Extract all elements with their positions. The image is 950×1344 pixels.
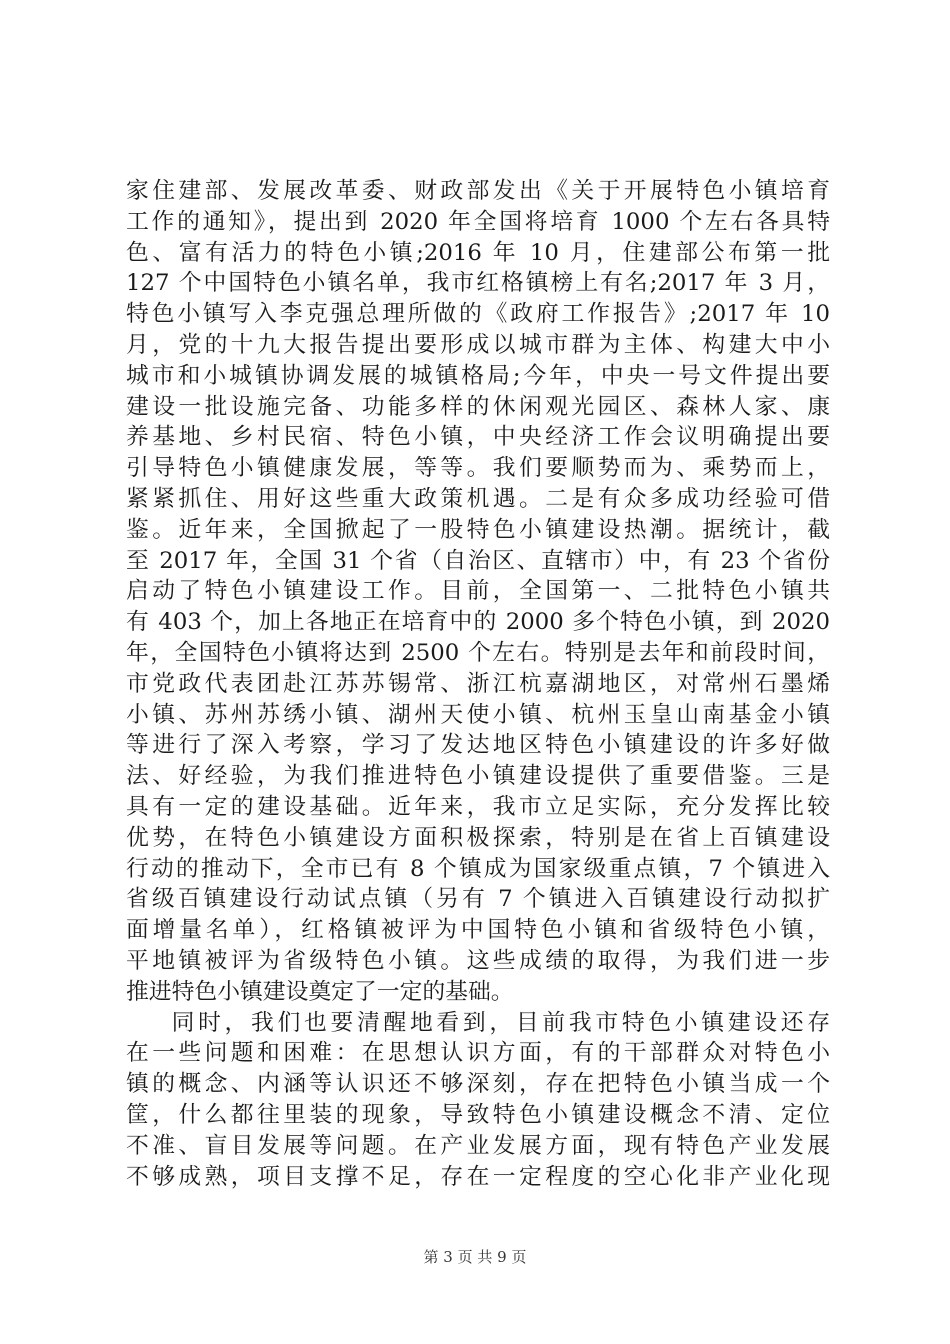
- text-line: 色、富有活力的特色小镇;2016 年 10 月，住建部公布第一批: [126, 239, 830, 266]
- text-line: 法、好经验，为我们推进特色小镇建设提供了重要借鉴。三是: [126, 763, 830, 790]
- text-line: 城市和小城镇协调发展的城镇格局;今年，中央一号文件提出要: [126, 362, 830, 389]
- text-line: 市党政代表团赴江苏苏锡常、浙江杭嘉湖地区，对常州石墨烯: [126, 670, 830, 697]
- text-line: 养基地、乡村民宿、特色小镇，中央经济工作会议明确提出要: [126, 424, 830, 451]
- text-line: 推进特色小镇建设奠定了一定的基础。: [126, 978, 514, 1005]
- body-text: [126, 176, 830, 1192]
- text-line: 特色小镇写入李克强总理所做的《政府工作报告》;2017 年 10: [126, 301, 830, 328]
- text-line: 省级百镇建设行动试点镇（另有 7 个镇进入百镇建设行动拟扩: [126, 886, 830, 913]
- text-line: 筐，什么都往里装的现象，导致特色小镇建设概念不清、定位: [126, 1101, 830, 1128]
- text-line: 行动的推动下，全市已有 8 个镇成为国家级重点镇，7 个镇进入: [126, 855, 830, 882]
- text-line: 不准、盲目发展等问题。在产业发展方面，现有特色产业发展: [126, 1132, 830, 1159]
- text-line: 建设一批设施完备、功能多样的休闲观光园区、森林人家、康: [126, 393, 830, 420]
- text-line: 在一些问题和困难：在思想认识方面，有的干部群众对特色小: [126, 1040, 830, 1067]
- text-line: 月，党的十九大报告提出要形成以城市群为主体、构建大中小: [126, 331, 830, 358]
- text-line: 面增量名单），红格镇被评为中国特色小镇和省级特色小镇，: [126, 917, 830, 944]
- text-line: 等进行了深入考察，学习了发达地区特色小镇建设的许多好做: [126, 732, 830, 759]
- text-line: 鉴。近年来，全国掀起了一股特色小镇建设热潮。据统计，截: [126, 516, 830, 543]
- text-line: 引导特色小镇健康发展，等等。我们要顺势而为、乘势而上，: [126, 455, 830, 482]
- text-line: 优势，在特色小镇建设方面积极探索，特别是在省上百镇建设: [126, 824, 830, 851]
- text-line: 有 403 个，加上各地正在培育中的 2000 多个特色小镇，到 2020: [126, 609, 830, 636]
- text-line: 家住建部、发展改革委、财政部发出《关于开展特色小镇培育: [126, 178, 830, 204]
- text-line: 具有一定的建设基础。近年来，我市立足实际，充分发挥比较: [126, 793, 830, 820]
- text-line: 小镇、苏州苏绣小镇、湖州天使小镇、杭州玉皇山南基金小镇: [126, 701, 830, 728]
- text-line: 不够成熟，项目支撑不足，存在一定程度的空心化非产业化现: [126, 1163, 830, 1190]
- text-line: 同时，我们也要清醒地看到，目前我市特色小镇建设还存: [171, 1009, 830, 1036]
- text-line: 紧紧抓住、用好这些重大政策机遇。二是有众多成功经验可借: [126, 485, 830, 512]
- page-footer: 第 3 页 共 9 页: [423, 1248, 527, 1266]
- text-line: 镇的概念、内涵等认识还不够深刻，存在把特色小镇当成一个: [126, 1071, 830, 1098]
- text-line: 平地镇被评为省级特色小镇。这些成绩的取得，为我们进一步: [126, 947, 830, 974]
- text-line: 工作的通知》，提出到 2020 年全国将培育 1000 个左右各具特: [126, 208, 830, 235]
- text-line: 至 2017 年，全国 31 个省（自治区、直辖市）中，有 23 个省份: [126, 547, 830, 574]
- text-line: 127 个中国特色小镇名单，我市红格镇榜上有名;2017 年 3 月，: [126, 270, 830, 297]
- text-line: 年，全国特色小镇将达到 2500 个左右。特别是去年和前段时间，: [126, 639, 830, 666]
- text-line: 启动了特色小镇建设工作。目前，全国第一、二批特色小镇共: [126, 578, 830, 605]
